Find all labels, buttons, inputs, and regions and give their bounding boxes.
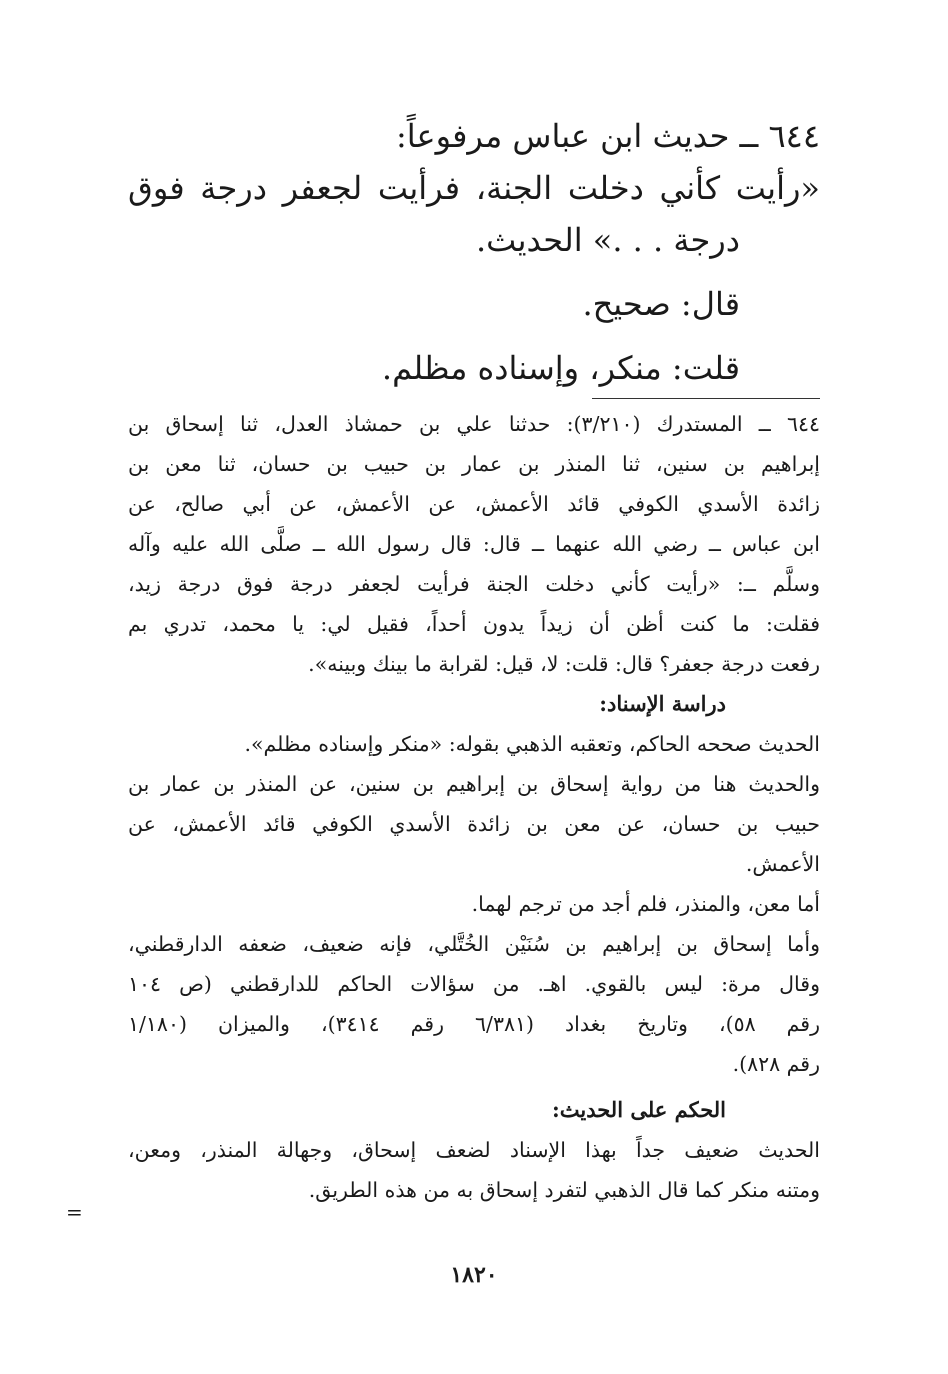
isnad-study-line: والحديث هنا من رواية إسحاق بن إبراهيم بن سنين، عن المنذر بن عمار بن bbox=[128, 772, 820, 796]
hadith-text-line-1: «رأيت كأني دخلت الجنة، فرأيت لجعفر درجة فوق bbox=[128, 169, 820, 207]
footnote-separator bbox=[592, 398, 820, 399]
page-number: ١٨٢٠ bbox=[450, 1262, 498, 1288]
footnote-line: رفعت درجة جعفر؟ قال: قلت: لا، قيل: لقرابة ما بينك وبينه». bbox=[308, 652, 820, 676]
hadith-ruling-qultu: قلت: منكر، وإسناده مظلم. bbox=[381, 349, 740, 387]
footnote-line: زائدة الأسدي الكوفي قائد الأعمش، عن الأعمش، عن أبي صالح، عن bbox=[128, 492, 820, 516]
footnote-line: ٦٤٤ ــ المستدرك (٣/٢١٠): حدثنا علي بن حمشاذ العدل، ثنا إسحاق بن bbox=[128, 412, 820, 436]
isnad-study-line: رقم ٨٢٨). bbox=[732, 1052, 820, 1076]
footnotes bbox=[128, 404, 820, 1210]
isnad-study-line: وقال مرة: ليس بالقوي. اهـ. من سؤالات الحاكم للدارقطني (ص ١٠٤ bbox=[128, 972, 820, 996]
isnad-study-line: رقم ٥٨)، وتاريخ بغداد (٦/٣٨١ رقم ٣٤١٤)، والميزان (١/١٨٠ bbox=[128, 1012, 820, 1036]
footnote-line: وسلَّم ــ: «رأيت كأني دخلت الجنة فرأيت لجعفر درجة فوق درجة زيد، bbox=[128, 572, 820, 596]
hadith-text-line-2: درجة . . .» الحديث. bbox=[475, 221, 740, 259]
ruling-line: الحديث ضعيف جداً بهذا الإسناد لضعف إسحاق، وجهالة المنذر، ومعن، bbox=[128, 1138, 820, 1162]
hadith-header: ٦٤٤ ــ حديث ابن عباس مرفوعاً: bbox=[395, 117, 820, 155]
isnad-study-line: وأما إسحاق بن إبراهيم بن سُنَيْن الخُتَّلي، فإنه ضعيف، ضعفه الدارقطني، bbox=[128, 932, 820, 956]
ruling-heading: الحكم على الحديث: bbox=[552, 1097, 726, 1122]
continuation-mark: = bbox=[66, 1200, 83, 1224]
hadith-main-text bbox=[128, 110, 820, 394]
footnote-line: إبراهيم بن سنين، ثنا المنذر بن عمار بن حبيب بن حسان، ثنا معن بن bbox=[128, 452, 820, 476]
footnote-line: فقلت: ما كنت أظن أن زيداً يدون أحداً، فقيل لي: يا محمد، تدري بم bbox=[128, 612, 820, 636]
hadith-ruling-qal: قال: صحيح. bbox=[582, 285, 740, 323]
isnad-study-line: الأعمش. bbox=[745, 852, 820, 876]
footnote-line: ابن عباس ــ رضي الله عنهما ــ قال: قال رسول الله ــ صلَّى الله عليه وآله bbox=[128, 532, 820, 556]
isnad-study-line: أما معن، والمنذر، فلم أجد من ترجم لهما. bbox=[471, 892, 820, 916]
isnad-study-line: حبيب بن حسان، عن معن بن زائدة الأسدي الكوفي قائد الأعمش، عن bbox=[128, 812, 820, 836]
isnad-study-heading: دراسة الإسناد: bbox=[599, 691, 726, 716]
isnad-study-line: الحديث صححه الحاكم، وتعقبه الذهبي بقوله: «منكر وإسناده مظلم». bbox=[244, 732, 820, 756]
ruling-line: ومتنه منكر كما قال الذهبي لتفرد إسحاق به من هذه الطريق. bbox=[308, 1178, 820, 1202]
